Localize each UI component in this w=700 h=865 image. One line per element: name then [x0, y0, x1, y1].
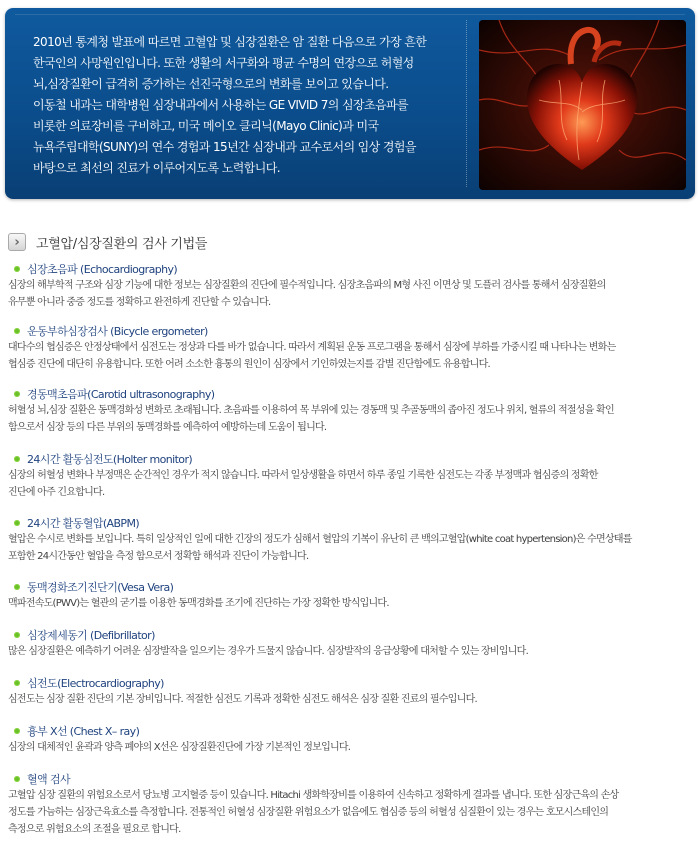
list-item — [8, 324, 696, 373]
bullet-icon — [14, 520, 20, 526]
bullet-icon — [14, 680, 20, 686]
item-title-text: 운동부하심장검사 (Bicycle ergometer) — [27, 325, 208, 338]
bullet-icon — [14, 266, 20, 272]
item-title — [14, 676, 696, 690]
item-title — [14, 262, 696, 276]
item-description: 허혈성 뇌,심장 질환은 동맥경화성 변화로 초래됩니다. 초음파를 이용하여 목 부위에 있는 경동맥 및 추골동맥의 좁아진 정도나 위치, 혈류의 적절성을 확인 함으로서 심장 등의 다른 부위의 동맥경화를 예측하여 예방하는데 도움이 됩니다. — [8, 405, 614, 433]
item-title — [14, 772, 696, 786]
bullet-icon — [14, 456, 20, 462]
item-description: 많은 심장질환은 예측하기 어려운 심장발작을 일으키는 경우가 드물지 않습니다. 심장발작의 응급상황에 대처할 수 있는 장비입니다. — [8, 646, 528, 657]
list-item — [8, 387, 696, 436]
list-item — [8, 452, 696, 501]
section-header — [8, 232, 207, 252]
item-title-text: 심장제세동기 (Defibrillator) — [27, 629, 155, 642]
item-description: 대다수의 협심증은 안정상태에서 심전도는 정상과 다를 바가 없습니다. 따라서 계획된 운동 프로그램을 통해서 심장에 부하를 가중시킬 때 나타나는 변화는 협심증 진단에 대단히 유용합니다. 또한 어려 소소한 흉통의 원인이 심장에서 기인하였는지를 감별 진단함에도 유용합니다. — [8, 342, 616, 370]
list-item — [8, 516, 696, 565]
item-title-text: 심장초음파 (Echocardiography) — [27, 263, 178, 276]
item-title — [14, 580, 696, 594]
list-item — [8, 724, 696, 756]
bullet-icon — [14, 584, 20, 590]
bullet-icon — [14, 776, 20, 782]
item-title-text: 동맥경화조기진단기(Vesa Vera) — [27, 581, 174, 594]
item-title-text: 경동맥초음파(Carotid ultrasonography) — [27, 388, 215, 401]
item-title — [14, 516, 696, 530]
bullet-icon — [14, 328, 20, 334]
item-title — [14, 724, 696, 738]
item-title-text: 흉부 X선 (Chest X– ray) — [27, 725, 140, 738]
bullet-icon — [14, 632, 20, 638]
intro-text: 2010년 통계청 발표에 따르면 고혈압 및 심장질환은 암 질환 다음으로 가장 흔한 한국인의 사망원인입니다. 또한 생활의 서구화와 평균 수명의 연장으로 허혈성 뇌,심장질환이 급격히 증가하는 선진국형으로의 변화를 보이고 있습니다. 이동철 내과는 대학병원 심장내과에서 사용하는 GE VIVID 7의 심장초음파를 비롯한 의료장비를 구비하고, 미국 메이오 클리닉(Mayo Clinic)과 미국 뉴욕주립대학(SUNY)의 연수 경험과 15년간 심장내과 교수로서의 임상 경험을 바탕으로 최선의 진료가 이루어지도록 노력합니다. — [33, 35, 427, 175]
bullet-icon — [14, 391, 20, 397]
item-description: 심장의 해부학적 구조와 심장 기능에 대한 정보는 심장질환의 진단에 필수적입니다. 심장초음파의 M형 사진 이면상 및 도플러 검사를 통해서 심장질환의 유무뿐 아니라 중증 정도를 정확하고 완전하게 진단할 수 있습니다. — [8, 280, 606, 308]
item-description: 맥파전속도(PWV)는 혈관의 굳기를 이용한 동맥경화를 조기에 진단하는 가장 정확한 방식입니다. — [8, 598, 389, 609]
item-title-text: 혈액 검사 — [27, 773, 71, 786]
item-title — [14, 628, 696, 642]
item-description: 심전도는 심장 질환 진단의 기본 장비입니다. 적절한 심전도 기록과 정확한 심전도 해석은 심장 질환 진료의 필수입니다. — [8, 694, 477, 705]
item-description: 혈압은 수시로 변화를 보입니다. 특히 일상적인 일에 대한 긴장의 정도가 심해서 혈압의 기복이 유난히 큰 백의고혈압(white coat hypertension)은 수면상태를 포함한 24시간동안 혈압을 측정 함으로서 정확함 해석과 진단이 가능합니다. — [8, 534, 632, 562]
heart-image-icon — [479, 20, 686, 190]
bullet-icon — [14, 728, 20, 734]
list-item — [8, 580, 696, 612]
item-description: 고혈압 심장 질환의 위험요소로서 당뇨병 고지혈증 등이 있습니다. Hitachi 생화학장비를 이용하여 신속하고 정확하게 결과를 냅니다. 또한 심장근육의 손상 정도를 가늠하는 심장근육효소를 측정합니다. 전통적인 허혈성 심장질환 위험요소가 없음에도 협심증 등의 허혈성 심질환이 있는 경우는 호모시스테인의 측정으로 위험요소의 조절을 필요로 합니다. — [8, 790, 619, 835]
item-description: 심장의 대체적인 윤곽과 양측 폐야의 X선은 심장질환진단에 가장 기본적인 정보입니다. — [8, 742, 351, 753]
item-title-text: 24시간 활동심전도(Holter monitor) — [27, 453, 193, 466]
heart-illustration — [479, 20, 686, 190]
item-title-text: 심전도(Electrocardiography) — [27, 677, 164, 690]
chevron-right-icon: › — [8, 233, 26, 251]
list-item — [8, 676, 696, 708]
list-item — [8, 262, 696, 311]
item-description: 심장의 허혈성 변화나 부정맥은 순간적인 경우가 적지 않습니다. 따라서 일상생활을 하면서 하루 종일 기록한 심전도는 각종 부정맥과 협심증의 정확한 진단에 아주 긴요합니다. — [8, 470, 598, 498]
item-title — [14, 452, 696, 466]
intro-banner — [5, 8, 695, 199]
section-title: 고혈압/심장질환의 검사 기법들 — [36, 236, 208, 252]
banner-divider — [466, 20, 467, 187]
item-title — [14, 387, 696, 401]
item-title — [14, 324, 696, 338]
item-title-text: 24시간 활동혈압(ABPM) — [27, 517, 140, 530]
list-item — [8, 772, 696, 838]
list-item — [8, 628, 696, 660]
